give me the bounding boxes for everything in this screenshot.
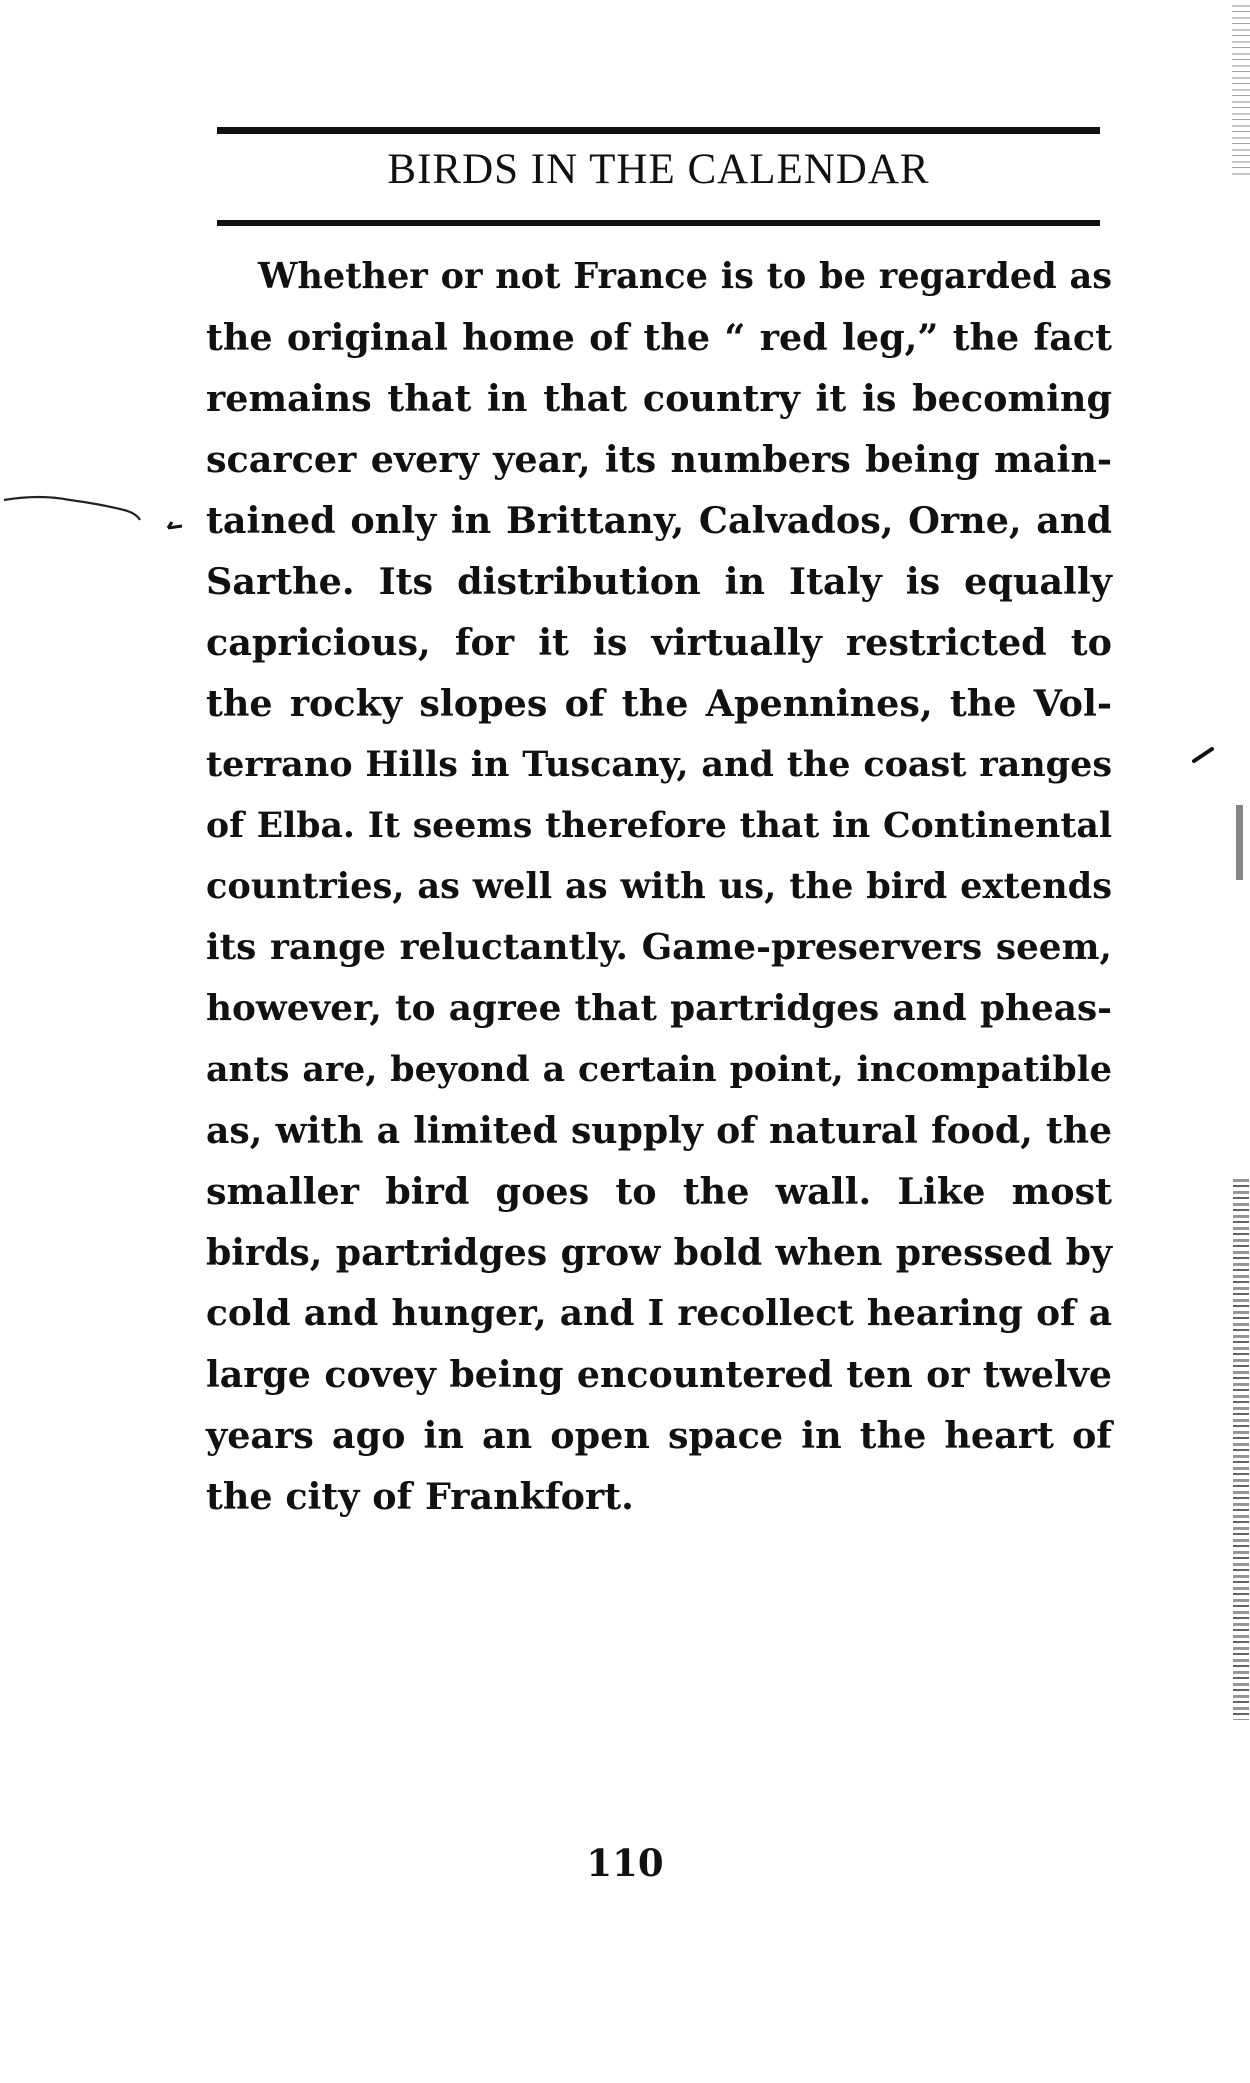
binding-edge-shadow bbox=[1232, 0, 1250, 175]
text-line: Sarthe. Its distribution in Italy is equally bbox=[206, 560, 1112, 603]
margin-tick-mark bbox=[1192, 745, 1216, 765]
text-line: the city of Frankfort. bbox=[206, 1475, 634, 1518]
page-number: 110 bbox=[586, 1841, 664, 1885]
text-line: birds, partridges grow bold when pressed by bbox=[206, 1231, 1112, 1274]
text-line: the rocky slopes of the Apennines, the Vol- bbox=[206, 682, 1112, 725]
text-line: tained only in Brittany, Calvados, Orne, and bbox=[206, 499, 1112, 542]
running-head: BIRDS IN THE CALENDAR bbox=[387, 146, 930, 193]
text-line: remains that in that country it is becoming bbox=[206, 377, 1112, 420]
binding-edge-shadow bbox=[1236, 805, 1243, 880]
text-line: large covey being encountered ten or twelve bbox=[206, 1353, 1112, 1396]
text-line: of Elba. It seems therefore that in Continental bbox=[206, 805, 1112, 846]
text-line: however, to agree that partridges and pheas- bbox=[206, 987, 1112, 1029]
text-line: its range reluctantly. Game-preservers seem, bbox=[206, 926, 1112, 968]
text-line: the original home of the “ red leg,” the fact bbox=[206, 316, 1112, 359]
text-line: terrano Hills in Tuscany, and the coast ranges bbox=[206, 744, 1112, 785]
margin-pencil-mark bbox=[0, 490, 210, 540]
text-line: countries, as well as with us, the bird extends bbox=[206, 866, 1112, 907]
text-line: scarcer every year, its numbers being main- bbox=[206, 438, 1112, 481]
text-line: Whether or not France is to be regarded as bbox=[258, 256, 1112, 297]
text-line: as, with a limited supply of natural food, the bbox=[206, 1109, 1112, 1152]
text-line: years ago in an open space in the heart of bbox=[206, 1414, 1112, 1457]
text-line: smaller bird goes to the wall. Like most bbox=[206, 1170, 1112, 1213]
header-rule-bottom bbox=[217, 220, 1100, 226]
binding-edge-shadow bbox=[1233, 1175, 1249, 1720]
body-paragraph bbox=[206, 246, 1112, 1527]
text-line: cold and hunger, and I recollect hearing of a bbox=[206, 1292, 1112, 1334]
header-rule-top bbox=[217, 127, 1100, 134]
text-line: ants are, beyond a certain point, incompatible bbox=[206, 1049, 1112, 1090]
text-line: capricious, for it is virtually restricted to bbox=[206, 621, 1112, 664]
